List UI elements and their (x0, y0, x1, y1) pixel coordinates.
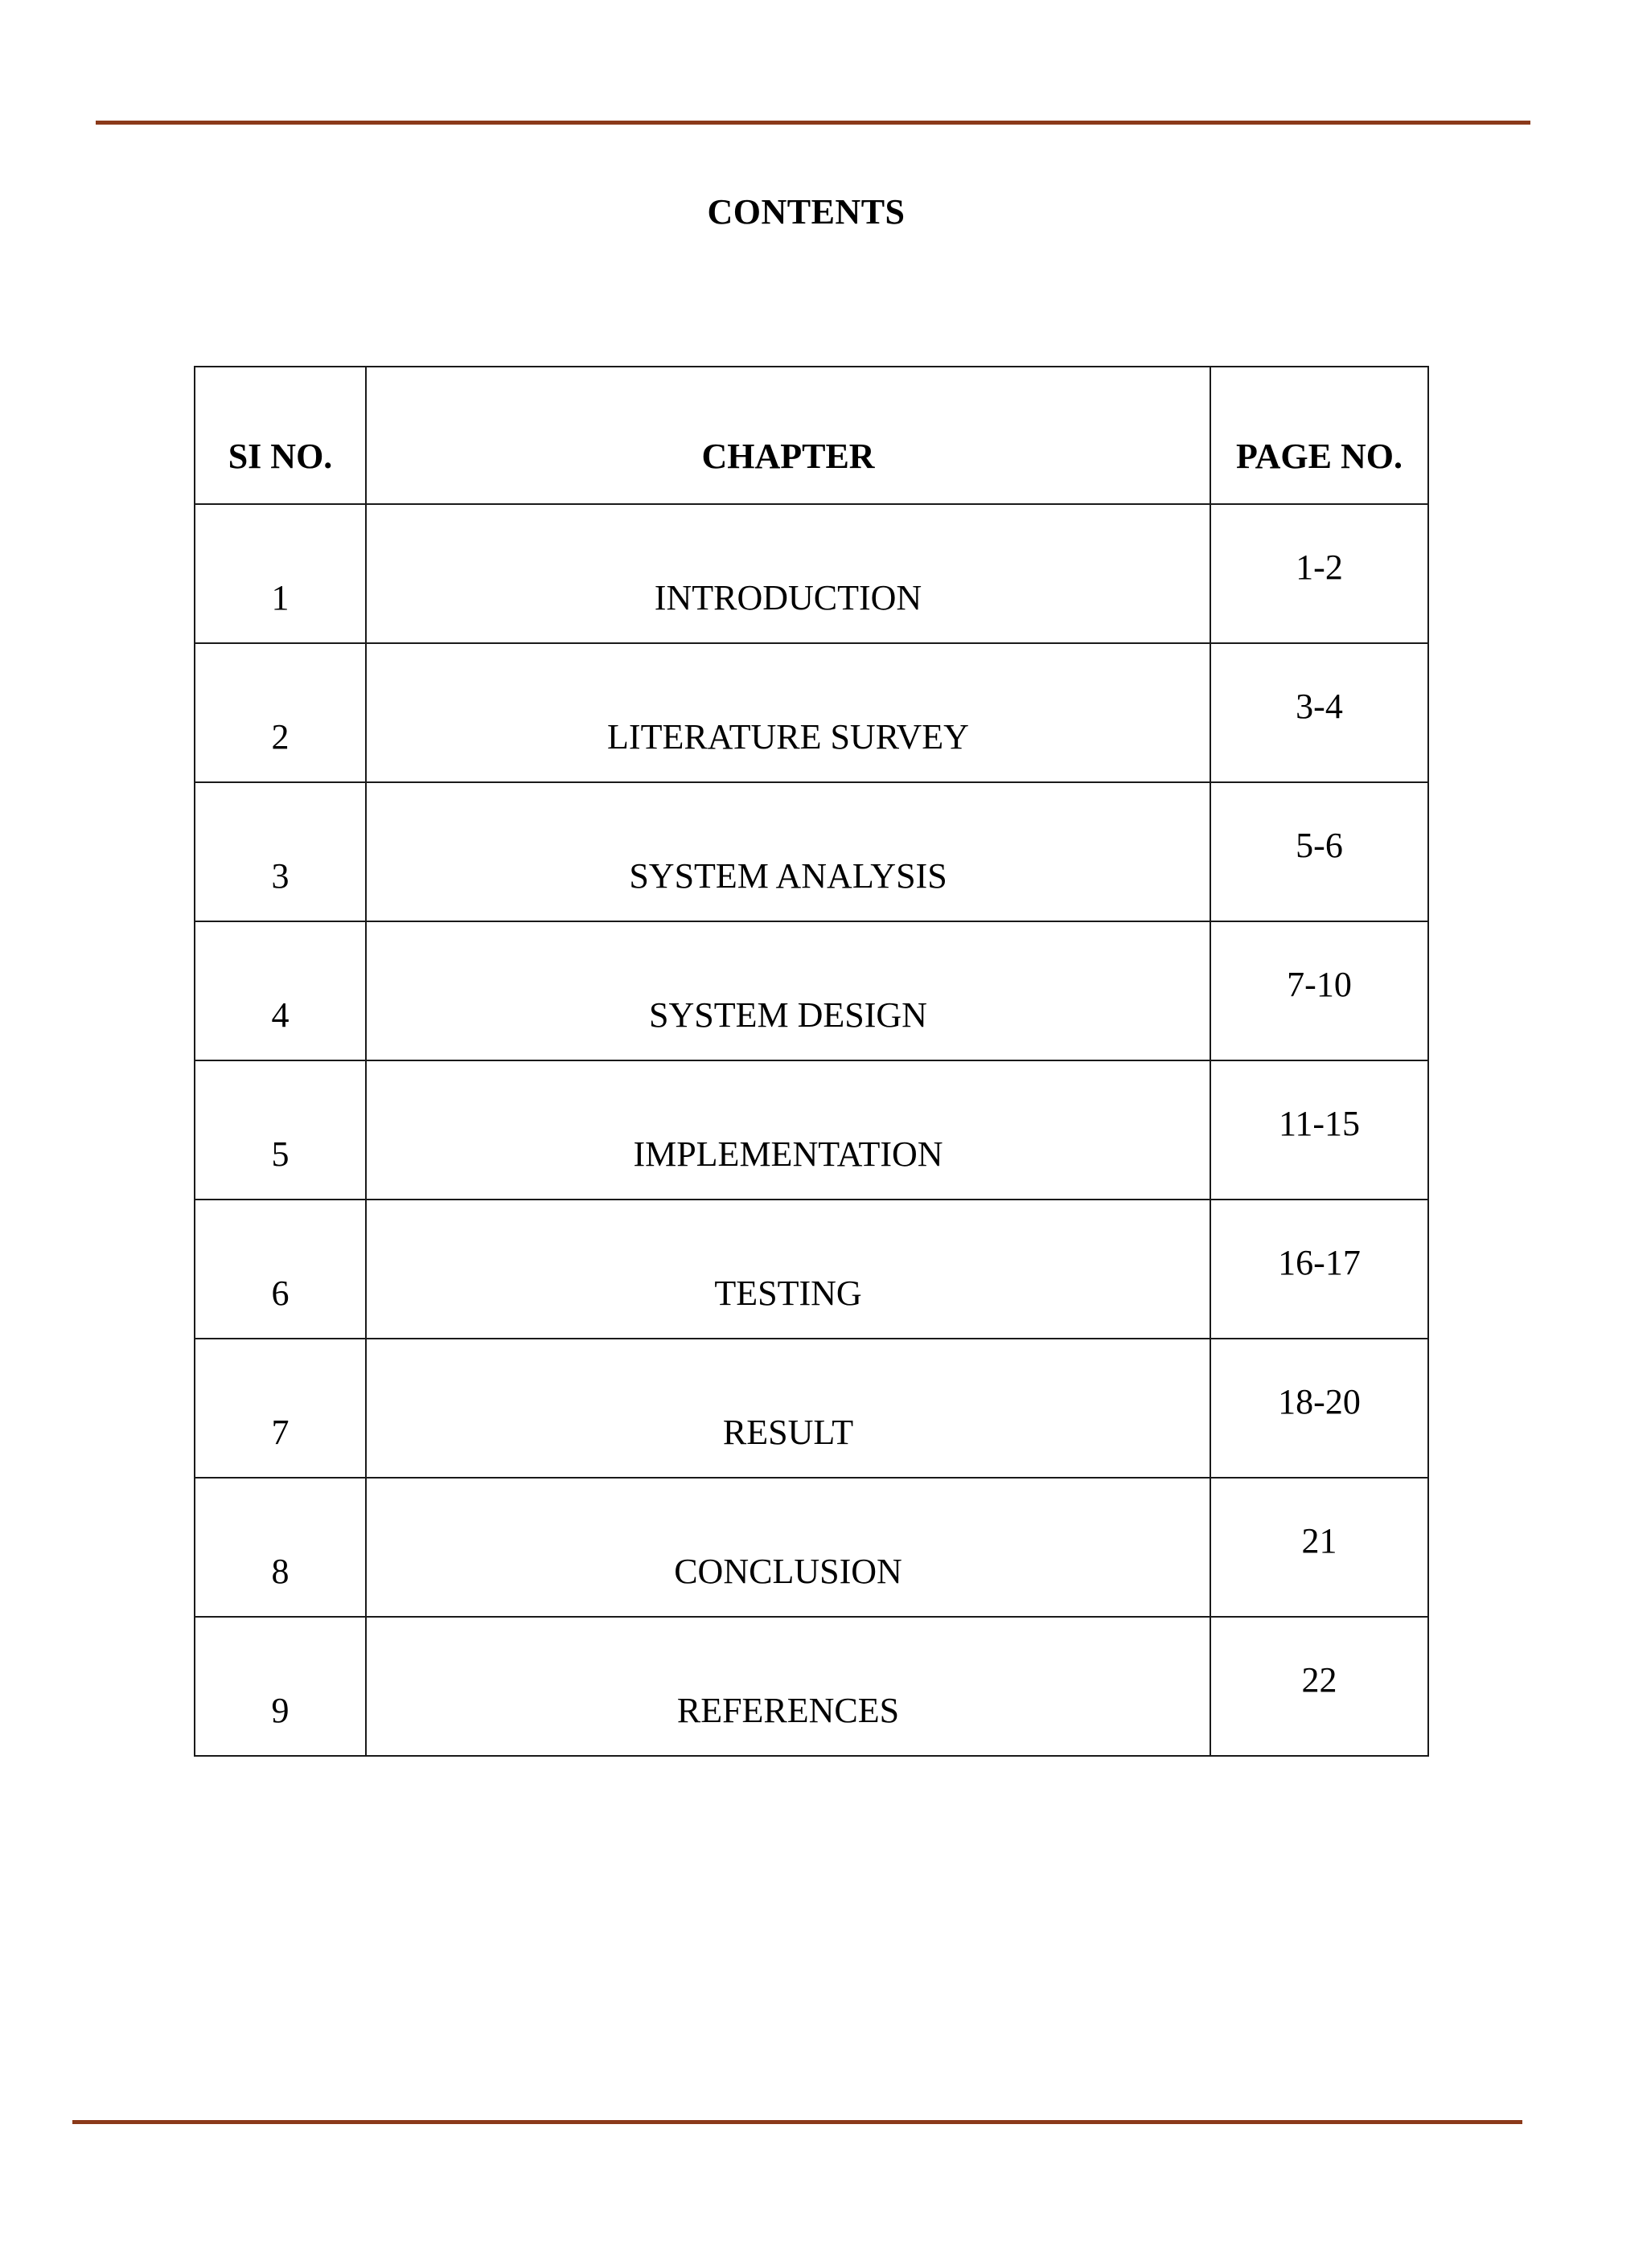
chapter-title: IMPLEMENTATION (633, 1134, 943, 1174)
bottom-rule (72, 2120, 1522, 2124)
page-cell (1210, 1478, 1428, 1617)
si-number: 2 (271, 717, 290, 757)
top-rule (96, 121, 1530, 125)
chapter-title: INTRODUCTION (654, 578, 922, 617)
si-cell (195, 921, 366, 1060)
table-row (195, 643, 1428, 782)
page-cell (1210, 504, 1428, 643)
table-row (195, 1200, 1428, 1339)
page-title: CONTENTS (707, 192, 906, 232)
header-page-no-cell (1210, 367, 1428, 504)
page-range: 22 (1301, 1660, 1337, 1700)
header-chapter: CHAPTER (701, 437, 875, 476)
page-cell (1210, 1200, 1428, 1339)
si-cell (195, 1478, 366, 1617)
chapter-title: SYSTEM DESIGN (649, 995, 927, 1035)
si-number: 6 (271, 1273, 290, 1313)
table-row (195, 921, 1428, 1060)
si-cell (195, 1339, 366, 1478)
chapter-title: RESULT (722, 1413, 854, 1452)
si-number: 3 (271, 856, 290, 896)
page-cell (1210, 1060, 1428, 1200)
si-number: 9 (271, 1691, 290, 1730)
si-cell (195, 782, 366, 921)
chapter-cell (366, 1617, 1210, 1756)
chapter-cell (366, 1478, 1210, 1617)
page-range: 16-17 (1278, 1243, 1361, 1282)
si-cell (195, 1617, 366, 1756)
chapter-cell (366, 782, 1210, 921)
chapter-cell (366, 1060, 1210, 1200)
header-si-no-cell (195, 367, 366, 504)
si-number: 5 (271, 1134, 290, 1174)
page-range: 3-4 (1296, 687, 1343, 726)
chapter-title: CONCLUSION (674, 1552, 902, 1591)
table-row (195, 1617, 1428, 1756)
page-range: 18-20 (1278, 1382, 1361, 1421)
header-chapter-cell (366, 367, 1210, 504)
page-range: 11-15 (1278, 1104, 1361, 1143)
page-range: 1-2 (1296, 548, 1343, 587)
chapter-cell (366, 1200, 1210, 1339)
table-header-row (195, 367, 1428, 504)
si-number: 1 (271, 578, 290, 617)
page-range: 5-6 (1296, 826, 1343, 865)
chapter-title: LITERATURE SURVEY (607, 717, 969, 757)
table-row (195, 1060, 1428, 1200)
chapter-title: REFERENCES (676, 1691, 900, 1730)
page-cell (1210, 1617, 1428, 1756)
page-cell (1210, 1339, 1428, 1478)
chapter-title: SYSTEM ANALYSIS (629, 856, 947, 896)
chapter-cell (366, 921, 1210, 1060)
table-row (195, 782, 1428, 921)
si-cell (195, 1200, 366, 1339)
header-si-no: SI NO. (228, 437, 333, 476)
chapter-cell (366, 1339, 1210, 1478)
si-number: 4 (271, 995, 290, 1035)
page-range: 7-10 (1287, 965, 1352, 1004)
contents-table (194, 366, 1429, 1757)
header-page-no: PAGE NO. (1236, 437, 1403, 476)
si-cell (195, 1060, 366, 1200)
page-cell (1210, 643, 1428, 782)
si-cell (195, 504, 366, 643)
si-number: 8 (271, 1552, 290, 1591)
table-row (195, 1339, 1428, 1478)
chapter-cell (366, 643, 1210, 782)
chapter-cell (366, 504, 1210, 643)
si-cell (195, 643, 366, 782)
chapter-title: TESTING (714, 1273, 862, 1313)
table-row (195, 1478, 1428, 1617)
page-cell (1210, 782, 1428, 921)
table-row (195, 504, 1428, 643)
si-number: 7 (271, 1413, 290, 1452)
page-cell (1210, 921, 1428, 1060)
page-range: 21 (1301, 1521, 1337, 1561)
